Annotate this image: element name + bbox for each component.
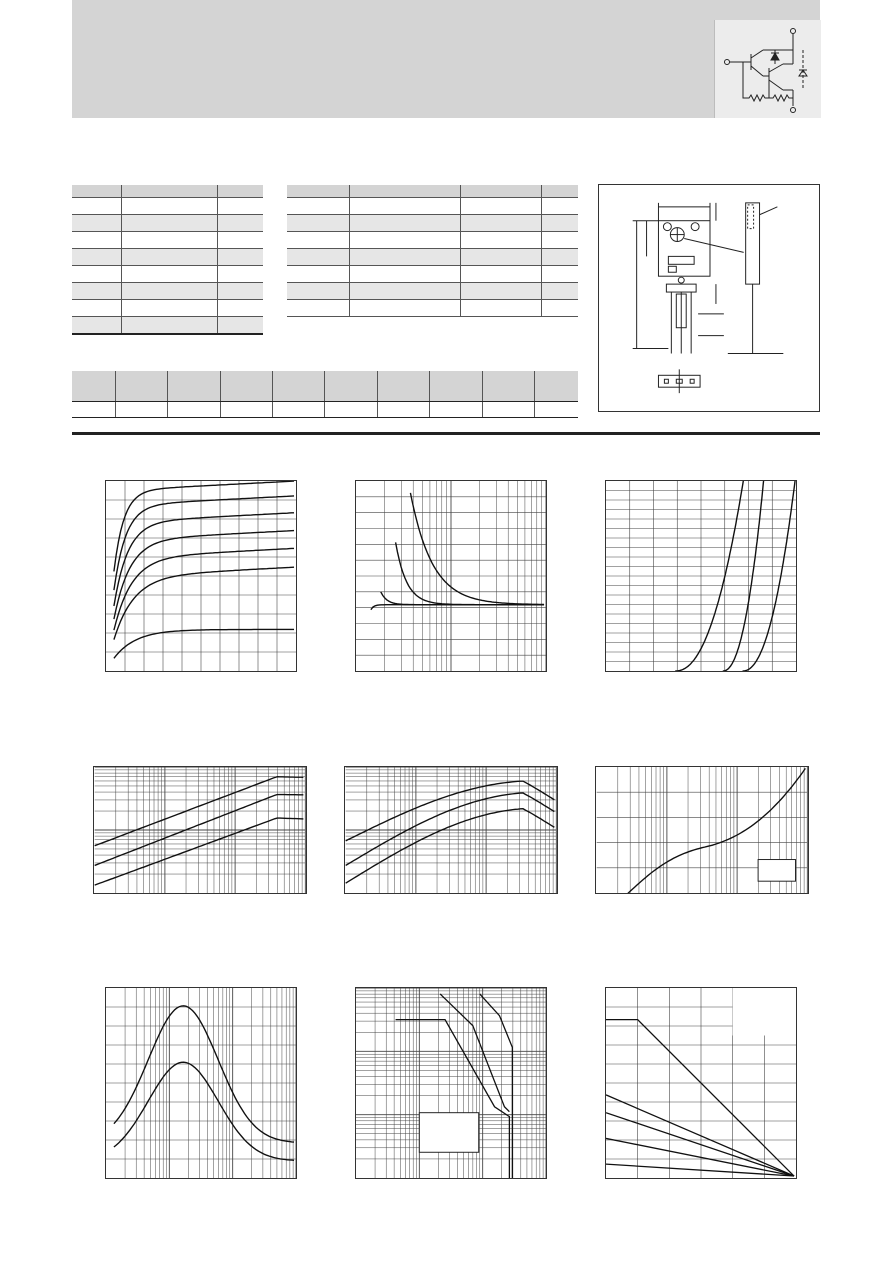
chart-1-plot bbox=[106, 481, 296, 671]
log-log-rising-curves-icon bbox=[93, 766, 307, 894]
legend-box bbox=[419, 1113, 478, 1153]
series-line bbox=[95, 818, 304, 885]
derating-lines-icon bbox=[605, 987, 797, 1179]
series-line bbox=[114, 629, 294, 658]
chart-6-plot bbox=[596, 767, 808, 893]
chart-2-plot bbox=[356, 481, 546, 671]
series-line bbox=[410, 493, 544, 605]
absolute-maximum-ratings-table bbox=[72, 185, 263, 335]
series-line bbox=[440, 994, 509, 1112]
chart-4-plot bbox=[94, 767, 306, 893]
chart-7-plot bbox=[106, 988, 296, 1178]
section-divider bbox=[72, 432, 820, 435]
hfe-rank-table bbox=[72, 371, 578, 418]
series-line bbox=[114, 531, 294, 620]
legend-area bbox=[733, 988, 796, 1036]
safe-operating-area-icon bbox=[355, 987, 547, 1179]
log-log-peaking-curves-icon bbox=[344, 766, 558, 894]
chart-3-plot bbox=[606, 481, 796, 671]
series-line bbox=[114, 548, 294, 630]
header-band bbox=[72, 0, 820, 118]
series-line bbox=[606, 1020, 794, 1176]
series-line bbox=[346, 809, 555, 883]
s-shaped-log-curve-icon bbox=[595, 766, 809, 894]
series-line bbox=[371, 605, 544, 610]
decay-curves-log-x-icon bbox=[355, 480, 547, 672]
steep-rise-curves-icon bbox=[605, 480, 797, 672]
chart-8-plot bbox=[356, 988, 546, 1178]
series-line bbox=[396, 542, 544, 604]
output-characteristic-curves-icon bbox=[105, 480, 297, 672]
bell-curves-icon bbox=[105, 987, 297, 1179]
chart-9-plot bbox=[606, 988, 796, 1178]
series-line bbox=[346, 793, 555, 865]
to-220-package-outline-icon bbox=[598, 184, 820, 412]
legend-box bbox=[758, 860, 795, 882]
series-line bbox=[114, 481, 294, 571]
chart-5-plot bbox=[345, 767, 557, 893]
series-line bbox=[606, 1095, 794, 1176]
darlington-transistor-with-diode-schematic-icon bbox=[714, 20, 821, 118]
series-line bbox=[396, 1020, 510, 1178]
electrical-characteristics-table bbox=[287, 185, 578, 317]
